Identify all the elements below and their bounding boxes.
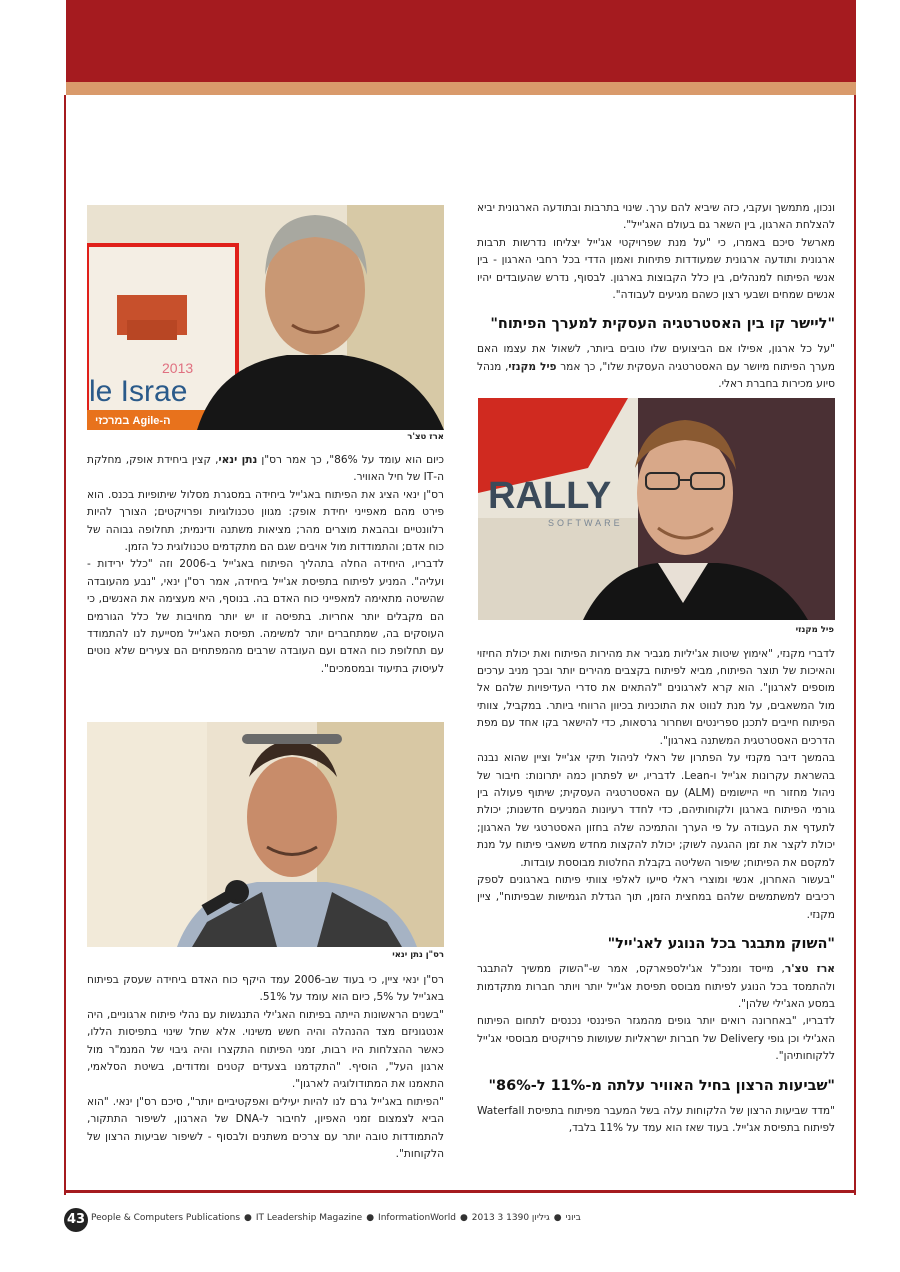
photo-erez-tcher (87, 205, 444, 430)
rally-sign-text: RALLY (488, 475, 612, 517)
photo-caption: פיל מקנזי (795, 625, 834, 635)
section-heading: "השוק מתבגר בכל הנוגע לאג'ייל" (607, 936, 835, 953)
bullet-icon: ● (553, 1213, 562, 1223)
paragraph: לדברי מקנזי, "אימוץ שיטות אג'יליות מגביר את מהירות הפיתוח ואת יכולת החיזוי והאיכות של תוצר הפיתוח, מביא לפיתוח בקצבים מהירים יותר ובכך מניב ערכים מוספים לארגון". הוא קרא לארגונים "להתאים את סדרי העדיפויות שלהם אל מול המשאבים, על מנת לנווט את התוכניות בכיוון הרווחי ביותר. במקביל, צוותי הפיתוח חייבים לתכנן ספרינטים ושחרור גרסאות, כדי להישאר בקו אחד עם מפת הדרכים האסטרטגית המשתנה בארגון". (477, 647, 835, 747)
left-column-top (87, 452, 444, 678)
header-band (66, 0, 856, 82)
frame-right-rule (854, 95, 856, 1195)
speaker-name: פיל מקנזי (508, 360, 557, 373)
speaker-name: נתן ינאי (218, 454, 258, 466)
page-footer (64, 1208, 856, 1236)
right-column (477, 200, 835, 1137)
speaker-name: ארז טצ'ר (784, 963, 835, 976)
paragraph: "בשנים הראשונות הייתה בפיתוח האג'ילי התנגשות עם נהלי פיתוח ארגוניים, היה אנטגוניזם מצד ההנהלה והיה חשש משינוי. אלא שחל שינוי בתפיסות הללו, כאשר ההצלחות היו רבות, זמני הפיתוח התקצרו והיה גיבוי של המנמ"ר מול ארגון העל", הוסיף. "התקדמנו בצעדים קטנים ומדודים, בשיטת הסלאמי, התאמנו את המתודולוגיה לארגון". (87, 1008, 444, 1091)
bullet-icon: ● (366, 1213, 375, 1223)
footer-item: IT Leadership Magazine (255, 1213, 363, 1223)
paragraph: כיום הוא עומד על 86%", כך אמר רס"ן נתן ינאי, קצין ביחידת אופק, מחלקת ה-IT של חיל האוויר. (87, 454, 444, 484)
photo-caption: רס"ן נתן ינאי (392, 950, 444, 960)
footer-item: גיליון 1390 (506, 1213, 550, 1223)
paragraph: "על כל ארגון, אפילו אם הביצועים שלו טובים ביותר, לשאול את עצמו האם מערך הפיתוח מיושר עם האסטרטגיה העסקית שלו", כך אמר פיל מקנזי, מנהל סיוע מכירות בחברת ראלי. (477, 343, 835, 391)
page-number: 43 (64, 1208, 88, 1232)
paragraph: "בעשור האחרון, אנשי ומוצרי ראלי סייעו לאלפי צוותי פיתוח בארגונים לספק רכיבים למשתמשים שלהם במחצית הזמן, תוך הגדלת הגמישות שבפיתוח", ציין מקנזי. (477, 873, 835, 921)
rally-sign-subtext: SOFTWARE (548, 518, 623, 528)
paragraph: רס"ן ינאי ציין, כי בעוד שב-2006 עמד היקף כוח האדם ביחידה שעסק בפיתוח באג'ייל על 5%, כיום הוא עומד על 51%. (87, 974, 445, 1004)
photo-natan-yanai (87, 722, 444, 947)
section-heading: "ליישר קו בין האסטרטגיה העסקית למערך הפיתוח" (490, 316, 835, 333)
bullet-icon: ● (459, 1213, 468, 1223)
frame-left-rule (64, 95, 66, 1195)
left-column-bottom (87, 972, 444, 1163)
bottom-rule (64, 1190, 856, 1193)
bullet-icon: ● (244, 1213, 252, 1223)
section-heading: "שביעות הרצון בחיל האוויר עלתה מ-11% ל-86%" (488, 1077, 835, 1094)
paragraph: רס"ן ינאי הציג את הפיתוח באג'ייל ביחידה במסגרת מסלול שיתופיות בכנס. הוא פירט מהם מאפייני יחידת אופק: מגוון טכנולוגיות ופרויקטים; הצורך להיות רלוונטיים ובהבאת מוצרים מהר; מציאות משתנה ודינמית; תחלופה גבוהה של כוח אדם; והתמודדות מול אויבים שגם הם מתקדמים טכנולוגית כל הזמן. (87, 488, 444, 554)
sign-word: le Israe (89, 375, 188, 408)
paragraph: ונכון, מתמשך ועקבי, כזה שיביא להם ערך. שינוי בתרבות ובתודעה הארגונית יביא להצלחת הארגון, בין השאר גם בעולם האג'ייל". (477, 202, 835, 232)
footer-item: 2013 3 ביוני (471, 1213, 581, 1223)
paragraph: בהמשך דיבר מקנזי על הפתרון של ראלי לניהול תיקי אג'ייל וציין שהוא נבנה בהשראת עקרונות אג'ייל ו-Lean. לדבריו, יש לפתרון כמה יתרונות: חיבור של ניהול מחזור חיי היישומים (ALM) עם האסטרטגיה העסקית; שיתוף פעולה בין גורמי הפיתוח בארגון ולקוחותיהם, כדי לחדד רעיונות המניעים חדשנות; יכולת לתעדף את העבודה על פי הערך והתמיכה שלה בחזון האסטרטגי של הארגון; יכולת לקצר את זמן ההגעה לשוק; יכולת להקצות מחדש משאבי פיתוח על מנת למקסם את הפיתוח; שיפור השליטה בקבלת החלטות מבוססת עובדות. (477, 752, 835, 869)
footer-item: People & Computers Publications (91, 1213, 241, 1223)
paragraph: לדבריו, "באחרונה רואים יותר גופים מהמגזר הפיננסי נכנסים לתחום הפיתוח האג'ילי וכן גופי Delivery של חברות ישראליות שעושות פרויקטים מבוססי אג'ייל ללקוחותיהן". (477, 1015, 835, 1063)
paragraph: "מדד שביעות הרצון של הלקוחות עלה בשל המעבר מפיתוח בתפיסת Waterfall לפיתוח בתפיסת אג'ייל. בעוד שאז הוא עמד על 11% בלבד, (477, 1104, 835, 1134)
paragraph: לדבריו, היחידה החלה בתהליך הפיתוח באג'ייל ב-2006 וזה "כלל ירידות - ועליה". המניע לפיתוח בתפיסת אג'ייל ביחידה, אמר רס"ן ינאי, "נבע מהעובדה שהשיטה מתאימה למאפייני כוח האדם בה. בנוסף, היא מעצימה את האנשים, כי הם מקבלים יותר אחריות. בתפיסה זו יש יותר מחויבות של כלל הגורמים העוסקים בה, שמתחברים יותר למשימה. תפיסת האג'ייל מסייעת לנו להתמודד עם תחלופת כוח האדם ועם העובדה שרבים מהמפתחים הם צעירים שלא נוטים לעיסוק בתיעוד ובמסמכים". (87, 558, 445, 675)
footer-item: InformationWorld (378, 1213, 456, 1223)
paragraph: מארשל סיכם באמרו, כי "על מנת שפרויקטי אג'ייל יצליחו נדרשות תרבות ארגונית ותודעה ארגונית שמעודדות פתיחות ואמון הדדי בכל רחבי הארגון - בין אנשי הפיתוח למנהלים, בין כלל הקבוצות בארגון. לבסוף, נדרש שהעובדים יהיו אנשים שמחים ושבעי רצון כשהם מגיעים לעבודה". (477, 236, 835, 302)
sign-subtext: במרכזי Agile-ה (95, 415, 171, 427)
paragraph: "הפיתוח באג'ייל גרם לנו להיות יעילים ואפקטיביים יותר", סיכם רס"ן ינאי. "הוא הביא לצמצום זמני האפיון, לחיבור ל-DNA של הארגון, לשיפור התתקור, להתמודדות טובה יותר עם צרכים משתנים ולבסוף - לשיפור שביעות הרצון של הלקוחות". (87, 1095, 444, 1161)
paragraph: ארז טצ'ר, מייסד ומנכ"ל אג'ילספארקס, אמר ש-"השוק ממשיך להתבגר ולהתמסד בכל הנוגע לפיתוח מבוסס תפיסת אג'ייל יותר ויותר חברות מתקדמות במסע האג'ילי שלהן". (477, 963, 835, 1010)
photo-phil-mckenzie (478, 398, 835, 620)
sign-year: 2013 (162, 360, 194, 376)
header-stripe (66, 82, 856, 95)
photo-caption: ארז טצ'ר (407, 432, 444, 442)
footer-publications (91, 1213, 581, 1223)
